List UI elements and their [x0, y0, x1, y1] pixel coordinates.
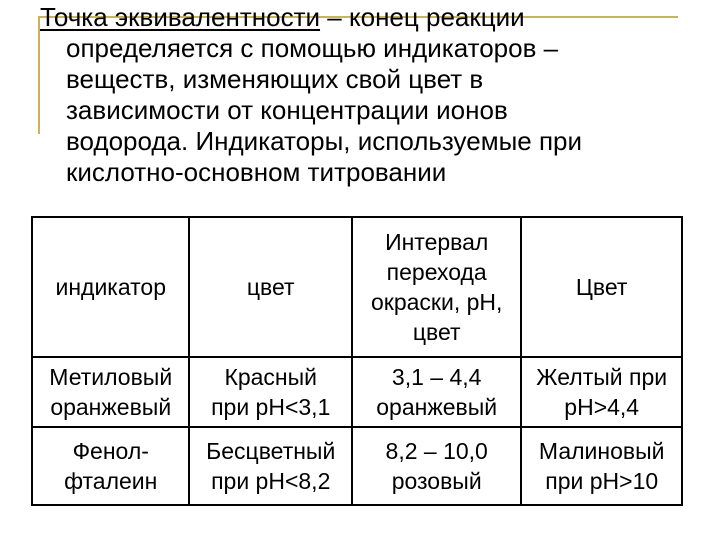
table-cell — [352, 427, 521, 505]
cell-line: 8,2 – 10,0 — [385, 438, 488, 464]
header-cell-color-2 — [521, 217, 682, 357]
table-cell — [521, 357, 682, 427]
cell-line: перехода — [386, 259, 487, 285]
table-cell — [189, 357, 352, 427]
cell-line: Желтый при — [536, 364, 668, 390]
table-cell — [32, 357, 189, 427]
intro-paragraph — [40, 2, 680, 188]
cell-line: оранжевый — [50, 394, 172, 420]
cell-line: индикатор — [55, 274, 166, 300]
indicator-table — [31, 216, 683, 506]
cell-line: цвет — [412, 319, 461, 345]
intro-first-rest: – конец реакции — [320, 2, 525, 32]
table-cell — [352, 357, 521, 427]
cell-line: цвет — [246, 274, 295, 300]
intro-line: веществ, изменяющих свой цвет в — [66, 64, 484, 94]
cell-line: Малиновый — [538, 438, 665, 464]
intro-line: кислотно-основном титровании — [66, 157, 447, 187]
cell-line: рН>4,4 — [564, 394, 640, 420]
cell-line: розовый — [391, 468, 482, 494]
cell-line: при рН<3,1 — [211, 394, 331, 420]
term-underlined: Точка эквивалентности — [40, 2, 321, 32]
table-cell — [521, 427, 682, 505]
table-row — [32, 427, 682, 505]
table-header-row — [32, 217, 682, 357]
cell-line: при рН>10 — [545, 468, 659, 494]
intro-line: определяется с помощью индикаторов – — [66, 33, 559, 63]
header-cell-interval — [352, 217, 521, 357]
cell-line: Красный — [224, 364, 318, 390]
header-cell-color — [189, 217, 352, 357]
header-cell-indicator — [32, 217, 189, 357]
cell-line: Цвет — [575, 274, 628, 300]
cell-line: 3,1 – 4,4 — [391, 364, 482, 390]
cell-line: Интервал — [385, 229, 489, 255]
cell-line: фталеин — [64, 468, 158, 494]
table-row — [32, 357, 682, 427]
cell-line: оранжевый — [376, 394, 498, 420]
cell-line: Бесцветный — [206, 438, 336, 464]
cell-line: Метиловый — [49, 364, 173, 390]
cell-line: Фенол- — [72, 438, 149, 464]
cell-line: окраски, рН, — [370, 289, 503, 315]
table-cell — [32, 427, 189, 505]
intro-line: зависимости от концентрации ионов — [66, 95, 508, 125]
cell-line: при рН<8,2 — [211, 468, 331, 494]
intro-line: водорода. Индикаторы, используемые при — [66, 126, 583, 156]
intro-first-line — [40, 2, 680, 33]
table-cell — [189, 427, 352, 505]
